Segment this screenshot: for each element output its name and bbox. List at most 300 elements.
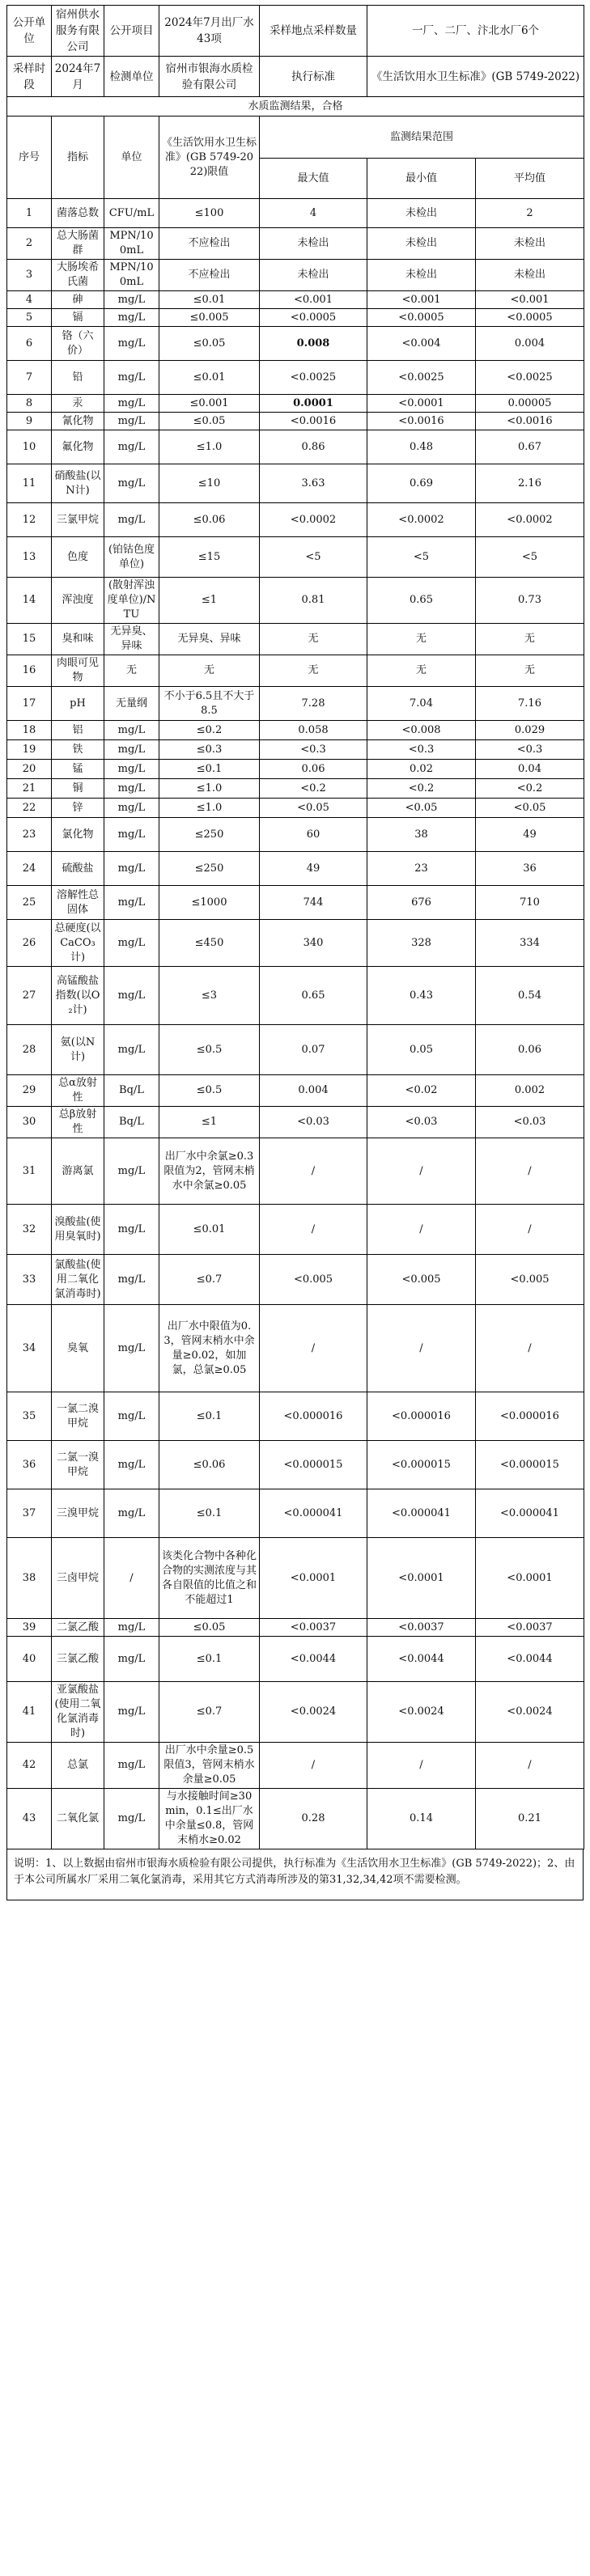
cell-max: 0.81 [260, 578, 367, 624]
cell-n: 19 [7, 740, 52, 760]
cell-name: 总β放射性 [52, 1107, 104, 1138]
cell-n: 32 [7, 1205, 52, 1255]
cell-avg: <0.0037 [476, 1619, 584, 1637]
cell-min: 0.65 [367, 578, 476, 624]
cell-min: / [367, 1305, 476, 1392]
cell-limit: ≤0.06 [159, 1441, 260, 1489]
cell-name: 砷 [52, 291, 104, 309]
cell-avg: 0.002 [476, 1075, 584, 1107]
cell-unit: mg/L [104, 1025, 159, 1075]
cell-avg: <0.0025 [476, 361, 584, 395]
cell-limit: 无异臭、异味 [159, 624, 260, 655]
cell-min: 无 [367, 655, 476, 687]
cell-limit: ≤250 [159, 852, 260, 886]
cell-min: 0.43 [367, 967, 476, 1025]
table-row [7, 395, 584, 413]
result-row [7, 97, 584, 117]
cell-name: 一氯二溴甲烷 [52, 1392, 104, 1441]
cell-name: 氨(以N计) [52, 1025, 104, 1075]
cell-avg: 0.21 [476, 1789, 584, 1849]
table-row [7, 1743, 584, 1789]
table-row [7, 309, 584, 327]
value-sampling-site: 一厂、二厂、汴北水厂6个 [367, 6, 584, 57]
cell-limit: ≤15 [159, 537, 260, 578]
cell-min: 无 [367, 624, 476, 655]
cell-max: <0.000016 [260, 1392, 367, 1441]
cell-min: <0.0024 [367, 1682, 476, 1743]
table-row [7, 199, 584, 228]
cell-n: 28 [7, 1025, 52, 1075]
value-testing-unit: 宿州市银海水质检验有限公司 [159, 57, 260, 97]
cell-min: <0.0002 [367, 503, 476, 537]
cell-unit: mg/L [104, 291, 159, 309]
cell-unit: mg/L [104, 852, 159, 886]
cell-name: 氰化物 [52, 413, 104, 430]
cell-avg: <0.2 [476, 779, 584, 799]
cell-limit: 不应检出 [159, 260, 260, 291]
cell-max: <0.000015 [260, 1441, 367, 1489]
cell-min: / [367, 1743, 476, 1789]
cell-limit: ≤0.3 [159, 740, 260, 760]
cell-max: 0.008 [260, 327, 367, 361]
cell-name: 三氯乙酸 [52, 1637, 104, 1682]
cell-n: 11 [7, 464, 52, 503]
col-seq: 序号 [7, 117, 52, 199]
table-row [7, 1075, 584, 1107]
cell-max: 49 [260, 852, 367, 886]
cell-limit: 出厂水中余量≥0.5限值3，管网末梢水余量≥0.05 [159, 1743, 260, 1789]
cell-name: 铜 [52, 779, 104, 799]
cell-avg: <0.0002 [476, 503, 584, 537]
table-row [7, 361, 584, 395]
cell-n: 10 [7, 430, 52, 464]
cell-max: 0.0001 [260, 395, 367, 413]
cell-min: 676 [367, 886, 476, 920]
cell-unit: mg/L [104, 1205, 159, 1255]
cell-min: <0.005 [367, 1255, 476, 1305]
cell-n: 30 [7, 1107, 52, 1138]
cell-min: <0.0005 [367, 309, 476, 327]
cell-max: 3.63 [260, 464, 367, 503]
table-row [7, 1107, 584, 1138]
cell-unit: mg/L [104, 760, 159, 779]
col-max: 最大值 [260, 159, 367, 199]
cell-name: 总大肠菌群 [52, 228, 104, 260]
cell-n: 43 [7, 1789, 52, 1849]
cell-avg: <0.000016 [476, 1392, 584, 1441]
cell-n: 14 [7, 578, 52, 624]
table-row [7, 1205, 584, 1255]
cell-max: <0.0016 [260, 413, 367, 430]
cell-max: <0.3 [260, 740, 367, 760]
cell-n: 9 [7, 413, 52, 430]
table-row [7, 818, 584, 852]
cell-unit: mg/L [104, 1255, 159, 1305]
column-header-row [7, 117, 584, 159]
cell-n: 21 [7, 779, 52, 799]
cell-name: 二氧化氯 [52, 1789, 104, 1849]
cell-unit: 无 [104, 655, 159, 687]
cell-max: 0.86 [260, 430, 367, 464]
cell-min: <5 [367, 537, 476, 578]
col-min: 最小值 [367, 159, 476, 199]
cell-avg: <0.005 [476, 1255, 584, 1305]
cell-limit: ≤450 [159, 920, 260, 967]
cell-unit: mg/L [104, 1637, 159, 1682]
table-row [7, 260, 584, 291]
table-row [7, 1637, 584, 1682]
value-publish-unit: 宿州供水服务有限公司 [52, 6, 104, 57]
table-row [7, 687, 584, 721]
cell-limit: ≤1 [159, 578, 260, 624]
cell-avg: 0.004 [476, 327, 584, 361]
cell-min: 0.48 [367, 430, 476, 464]
cell-avg: 无 [476, 624, 584, 655]
cell-name: 硫酸盐 [52, 852, 104, 886]
cell-unit: mg/L [104, 721, 159, 740]
cell-avg: <0.000041 [476, 1489, 584, 1538]
cell-name: 锌 [52, 799, 104, 818]
cell-min: <0.008 [367, 721, 476, 740]
cell-max: / [260, 1138, 367, 1205]
cell-min: / [367, 1205, 476, 1255]
label-publish-unit: 公开单位 [7, 6, 52, 57]
cell-avg: <0.0005 [476, 309, 584, 327]
cell-n: 42 [7, 1743, 52, 1789]
cell-max: 未检出 [260, 260, 367, 291]
cell-name: 总氯 [52, 1743, 104, 1789]
table-row [7, 228, 584, 260]
cell-unit: mg/L [104, 430, 159, 464]
cell-n: 33 [7, 1255, 52, 1305]
cell-unit: mg/L [104, 1305, 159, 1392]
table-row [7, 1682, 584, 1743]
cell-n: 34 [7, 1305, 52, 1392]
cell-n: 31 [7, 1138, 52, 1205]
cell-min: 23 [367, 852, 476, 886]
label-sampling-site: 采样地点采样数量 [260, 6, 367, 57]
cell-unit: mg/L [104, 1619, 159, 1637]
col-indicator: 指标 [52, 117, 104, 199]
cell-name: 氟化物 [52, 430, 104, 464]
cell-unit: mg/L [104, 1743, 159, 1789]
cell-unit: mg/L [104, 1789, 159, 1849]
cell-name: 铬（六价） [52, 327, 104, 361]
cell-unit: mg/L [104, 327, 159, 361]
cell-limit: ≤0.7 [159, 1682, 260, 1743]
cell-n: 13 [7, 537, 52, 578]
table-row [7, 503, 584, 537]
cell-name: 高锰酸盐指数(以O₂计) [52, 967, 104, 1025]
cell-unit: mg/L [104, 395, 159, 413]
cell-unit: (铂钴色度单位) [104, 537, 159, 578]
table-row [7, 1489, 584, 1538]
cell-avg: 0.67 [476, 430, 584, 464]
cell-name: 三氯甲烷 [52, 503, 104, 537]
cell-max: 0.06 [260, 760, 367, 779]
cell-max: 0.07 [260, 1025, 367, 1075]
cell-avg: <0.0024 [476, 1682, 584, 1743]
cell-unit: 无量纲 [104, 687, 159, 721]
table-row [7, 1619, 584, 1637]
cell-n: 40 [7, 1637, 52, 1682]
cell-name: 三溴甲烷 [52, 1489, 104, 1538]
cell-avg: 49 [476, 818, 584, 852]
value-sampling-period: 2024年7月 [52, 57, 104, 97]
cell-unit: mg/L [104, 818, 159, 852]
cell-limit: ≤0.001 [159, 395, 260, 413]
cell-name: 铅 [52, 361, 104, 395]
cell-avg: <0.05 [476, 799, 584, 818]
cell-min: <0.3 [367, 740, 476, 760]
cell-max: <0.05 [260, 799, 367, 818]
cell-max: <0.0001 [260, 1538, 367, 1619]
table-row [7, 799, 584, 818]
label-testing-unit: 检测单位 [104, 57, 159, 97]
col-avg: 平均值 [476, 159, 584, 199]
cell-limit: ≤1 [159, 1107, 260, 1138]
cell-name: 浑浊度 [52, 578, 104, 624]
cell-max: <0.005 [260, 1255, 367, 1305]
cell-avg: 0.06 [476, 1025, 584, 1075]
cell-name: 肉眼可见物 [52, 655, 104, 687]
cell-max: <0.0002 [260, 503, 367, 537]
cell-unit: mg/L [104, 1441, 159, 1489]
cell-min: 7.04 [367, 687, 476, 721]
cell-min: 未检出 [367, 199, 476, 228]
result-text: 水质监测结果，合格 [7, 97, 584, 117]
cell-name: 氯化物 [52, 818, 104, 852]
cell-avg: / [476, 1138, 584, 1205]
col-range: 监测结果范围 [260, 117, 584, 159]
cell-limit: 不应检出 [159, 228, 260, 260]
cell-limit: 出厂水中余氯≥0.3限值为2，管网末梢水中余氯≥0.05 [159, 1138, 260, 1205]
cell-n: 35 [7, 1392, 52, 1441]
table-row [7, 1789, 584, 1849]
cell-min: <0.03 [367, 1107, 476, 1138]
cell-n: 2 [7, 228, 52, 260]
cell-n: 37 [7, 1489, 52, 1538]
cell-name: 臭氧 [52, 1305, 104, 1392]
cell-name: 三卤甲烷 [52, 1538, 104, 1619]
cell-unit: mg/L [104, 503, 159, 537]
cell-avg: 2 [476, 199, 584, 228]
table-row [7, 578, 584, 624]
cell-name: 二氯乙酸 [52, 1619, 104, 1637]
cell-name: 色度 [52, 537, 104, 578]
table-row [7, 655, 584, 687]
cell-name: 总硬度(以CaCO₃计) [52, 920, 104, 967]
cell-max: 未检出 [260, 228, 367, 260]
cell-unit: mg/L [104, 799, 159, 818]
cell-min: <0.0001 [367, 395, 476, 413]
cell-limit: ≤0.06 [159, 503, 260, 537]
cell-limit: ≤1000 [159, 886, 260, 920]
cell-unit: MPN/100mL [104, 228, 159, 260]
cell-max: <5 [260, 537, 367, 578]
cell-avg: 0.00005 [476, 395, 584, 413]
cell-limit: ≤0.1 [159, 1392, 260, 1441]
cell-avg: 0.73 [476, 578, 584, 624]
cell-n: 23 [7, 818, 52, 852]
cell-unit: Bq/L [104, 1107, 159, 1138]
cell-unit: mg/L [104, 967, 159, 1025]
cell-n: 24 [7, 852, 52, 886]
cell-min: 328 [367, 920, 476, 967]
cell-name: 二氯一溴甲烷 [52, 1441, 104, 1489]
cell-avg: 36 [476, 852, 584, 886]
cell-name: pH [52, 687, 104, 721]
cell-unit: mg/L [104, 740, 159, 760]
cell-unit: CFU/mL [104, 199, 159, 228]
cell-name: 溴酸盐(使用臭氧时) [52, 1205, 104, 1255]
cell-min: <0.0016 [367, 413, 476, 430]
cell-min: <0.0025 [367, 361, 476, 395]
cell-n: 17 [7, 687, 52, 721]
report-page [6, 5, 584, 1900]
cell-limit: ≤1.0 [159, 799, 260, 818]
cell-limit: 出厂水中限值为0.3，管网末梢水中余量≥0.02，如加氯，总氯≥0.05 [159, 1305, 260, 1392]
cell-min: <0.0037 [367, 1619, 476, 1637]
value-publish-item: 2024年7月出厂水43项 [159, 6, 260, 57]
cell-min: <0.02 [367, 1075, 476, 1107]
cell-avg: 7.16 [476, 687, 584, 721]
table-row [7, 886, 584, 920]
cell-avg: <5 [476, 537, 584, 578]
cell-avg: <0.001 [476, 291, 584, 309]
table-row [7, 413, 584, 430]
cell-max: 340 [260, 920, 367, 967]
cell-name: 氯酸盐(使用二氧化氯消毒时) [52, 1255, 104, 1305]
table-row [7, 1025, 584, 1075]
cell-avg: 未检出 [476, 260, 584, 291]
cell-limit: ≤0.1 [159, 1637, 260, 1682]
cell-avg: <0.3 [476, 740, 584, 760]
cell-min: <0.000016 [367, 1392, 476, 1441]
cell-min: <0.001 [367, 291, 476, 309]
cell-avg: <0.0044 [476, 1637, 584, 1682]
table-row [7, 721, 584, 740]
cell-n: 39 [7, 1619, 52, 1637]
cell-name: 游离氯 [52, 1138, 104, 1205]
cell-n: 25 [7, 886, 52, 920]
table-row [7, 920, 584, 967]
cell-avg: <0.0016 [476, 413, 584, 430]
cell-unit: mg/L [104, 920, 159, 967]
value-standard: 《生活饮用水卫生标准》(GB 5749-2022) [367, 57, 584, 97]
table-row [7, 740, 584, 760]
cell-max: 0.004 [260, 1075, 367, 1107]
cell-min: 未检出 [367, 228, 476, 260]
table-row [7, 291, 584, 309]
table-row [7, 760, 584, 779]
cell-limit: ≤0.5 [159, 1075, 260, 1107]
table-row [7, 1138, 584, 1205]
cell-name: 菌落总数 [52, 199, 104, 228]
cell-avg: <0.03 [476, 1107, 584, 1138]
cell-limit: ≤100 [159, 199, 260, 228]
cell-unit: / [104, 1538, 159, 1619]
cell-min: <0.05 [367, 799, 476, 818]
cell-unit: MPN/100mL [104, 260, 159, 291]
cell-name: 铝 [52, 721, 104, 740]
cell-limit: ≤0.05 [159, 1619, 260, 1637]
cell-min: <0.004 [367, 327, 476, 361]
cell-unit: mg/L [104, 779, 159, 799]
cell-avg: 0.04 [476, 760, 584, 779]
cell-max: / [260, 1205, 367, 1255]
cell-n: 16 [7, 655, 52, 687]
header-row-2 [7, 57, 584, 97]
cell-name: 溶解性总固体 [52, 886, 104, 920]
cell-n: 4 [7, 291, 52, 309]
cell-name: 总α放射性 [52, 1075, 104, 1107]
cell-limit: ≤0.005 [159, 309, 260, 327]
cell-avg: / [476, 1205, 584, 1255]
cell-name: 汞 [52, 395, 104, 413]
cell-n: 5 [7, 309, 52, 327]
cell-n: 7 [7, 361, 52, 395]
table-row [7, 624, 584, 655]
table-row [7, 1392, 584, 1441]
cell-min: 0.14 [367, 1789, 476, 1849]
cell-min: 38 [367, 818, 476, 852]
cell-min: <0.000041 [367, 1489, 476, 1538]
cell-avg: <0.000015 [476, 1441, 584, 1489]
cell-n: 12 [7, 503, 52, 537]
cell-max: <0.03 [260, 1107, 367, 1138]
cell-n: 41 [7, 1682, 52, 1743]
cell-avg: / [476, 1743, 584, 1789]
cell-limit: ≤3 [159, 967, 260, 1025]
cell-min: / [367, 1138, 476, 1205]
cell-avg: 0.029 [476, 721, 584, 740]
cell-n: 3 [7, 260, 52, 291]
cell-unit: 无异臭、异味 [104, 624, 159, 655]
cell-limit: 该类化合物中各种化合物的实测浓度与其各自限值的比值之和不能超过1 [159, 1538, 260, 1619]
cell-unit: mg/L [104, 886, 159, 920]
cell-name: 臭和味 [52, 624, 104, 655]
water-quality-table [6, 5, 584, 1849]
cell-max: 0.058 [260, 721, 367, 740]
cell-unit: Bq/L [104, 1075, 159, 1107]
cell-avg: 0.54 [476, 967, 584, 1025]
col-unit: 单位 [104, 117, 159, 199]
cell-unit: mg/L [104, 1489, 159, 1538]
cell-max: <0.0005 [260, 309, 367, 327]
table-row [7, 464, 584, 503]
cell-avg: 710 [476, 886, 584, 920]
table-row [7, 1441, 584, 1489]
cell-n: 6 [7, 327, 52, 361]
cell-max: <0.0037 [260, 1619, 367, 1637]
cell-avg: 未检出 [476, 228, 584, 260]
cell-unit: mg/L [104, 309, 159, 327]
cell-max: / [260, 1743, 367, 1789]
cell-n: 20 [7, 760, 52, 779]
cell-name: 铁 [52, 740, 104, 760]
cell-max: <0.0025 [260, 361, 367, 395]
cell-unit: (散射浑浊度单位)/NTU [104, 578, 159, 624]
cell-max: / [260, 1305, 367, 1392]
cell-n: 36 [7, 1441, 52, 1489]
cell-max: 7.28 [260, 687, 367, 721]
cell-unit: mg/L [104, 1682, 159, 1743]
cell-min: 未检出 [367, 260, 476, 291]
cell-name: 亚氯酸盐(使用二氧化氯消毒时) [52, 1682, 104, 1743]
cell-max: <0.0044 [260, 1637, 367, 1682]
cell-limit: ≤0.01 [159, 361, 260, 395]
